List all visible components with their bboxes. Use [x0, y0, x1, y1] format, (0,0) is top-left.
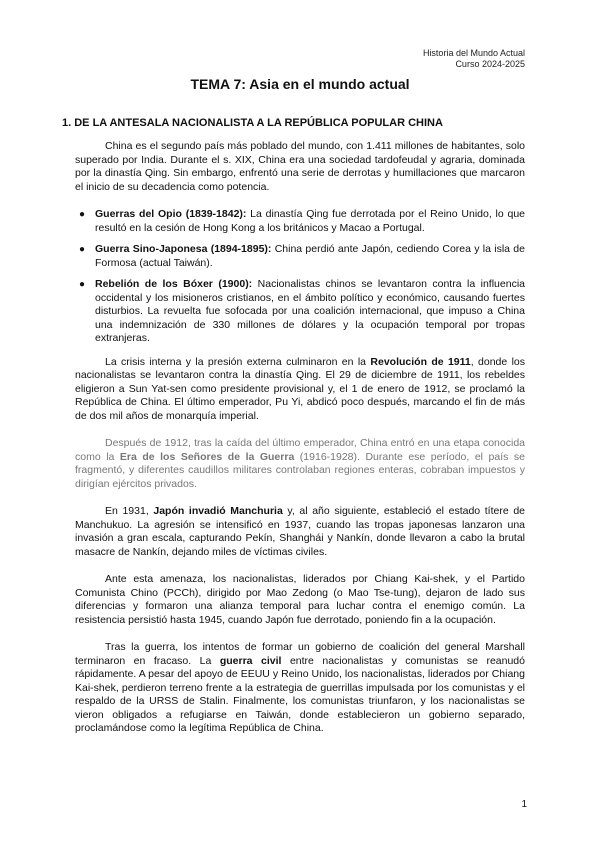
list-item-text: China perdió ante Japón, cediendo Corea y la isla de Formosa (actual Taiwán).: [95, 243, 525, 269]
bullet-dot-icon: ●: [79, 209, 86, 220]
page-header: [423, 48, 525, 70]
course-name: Historia del Mundo Actual: [422, 48, 525, 58]
list-item-title: Guerra Sino-Japonesa (1894-1895):: [95, 243, 272, 255]
list-item-title: Guerras del Opio (1839-1842):: [95, 208, 247, 220]
paragraph-intro: China es el segundo país más poblado del mundo, con 1.411 millones de habitantes, solo superado por India. Durante el s. XIX, China era una sociedad tardofeudal y agraria, dominada por la dinastía Qing. Sin embargo, enfrentó una serie de derrotas y humillaciones que marcaron el inicio de su decadencia como potencia.: [75, 140, 525, 193]
course-year: Curso 2024-2025: [455, 59, 525, 69]
paragraph-civil-war: Tras la guerra, los intentos de formar un gobierno de coalición del general Marshall terminaron en fracaso. La guerra civil entre nacionalistas y comunistas se reanudó rápidamente. A pesar del apoyo de EEUU y Reino Unido, los nacionalistas, liderados por Chiang Kai-shek, perdieron terreno frente a la estrategia de guerrillas impulsada por los comunistas y el respaldo de la URSS de Stalin. Finalmente, los comunistas triunfaron, y los nacionalistas se vieron obligados a refugiarse en Taiwán, donde establecieron un gobierno separado, proclamándose como la legítima República de China.: [75, 641, 525, 734]
section-heading: 1. DE LA ANTESALA NACIONALISTA A LA REPÚBLICA POPULAR CHINA: [62, 117, 443, 129]
list-item: [79, 278, 525, 346]
list-item-text: Nacionalistas chinos se levantaron contra la influencia occidental y los misioneros cristianos, en el ámbito político y económico, causando fuertes disturbios. La revuelta fue sofocada por una coalición internacional, que impuso a China una indemnización de 330 millones de dólares y la ocupación temporal por tropas extranjeras.: [95, 278, 525, 344]
bullet-dot-icon: ●: [79, 279, 86, 290]
list-item: [79, 243, 525, 270]
paragraph-alliance: Ante esta amenaza, los nacionalistas, liderados por Chiang Kai-shek, y el Partido Comunista Chino (PCCh), dirigido por Mao Zedong (o Mao Tse-tung), dejaron de lado sus diferencias y formaron una alianza temporal para luchar contra el enemigo común. La resistencia persistió hasta 1945, cuando Japón fue derrotado, poniendo fin a la ocupación.: [75, 573, 525, 626]
paragraph-manchuria: En 1931, Japón invadió Manchuria y, al año siguiente, estableció el estado títere de Manchukuo. La agresión se intensificó en 1937, cuando las tropas japonesas lanzaron una invasión a gran escala, capturando Pekín, Shanghái y Nankín, donde llevaron a cabo la brutal masacre de Nankín, dejando miles de víctimas civiles.: [75, 505, 525, 558]
paragraph-warlords: Después de 1912, tras la caída del último emperador, China entró en una etapa conocida como la Era de los Señores de la Guerra (1916-1928). Durante ese período, el país se fragmentó, y diferentes caudillos militares controlaban regiones enteras, cobraban impuestos y dirigían ejércitos privados.: [75, 437, 525, 490]
paragraph-revolution: La crisis interna y la presión externa culminaron en la Revolución de 1911, donde los nacionalistas se levantaron contra la dinastía Qing. El 29 de diciembre de 1911, los rebeldes eligieron a Sun Yat-sen como presidente provisional y, el 1 de enero de 1912, se proclamó la República de China. El último emperador, Pu Yi, abdicó poco después, marcando el fin de más de dos mil años de monarquía imperial.: [75, 355, 525, 422]
list-item-text: La dinastía Qing fue derrotada por el Reino Unido, lo que resultó en la cesión de Hong Kong a los británicos y Macao a Portugal.: [95, 208, 526, 234]
document-body: [75, 140, 525, 750]
list-item: [79, 208, 526, 235]
bullet-list: [75, 208, 525, 346]
document-title: TEMA 7: Asia en el mundo actual: [190, 76, 410, 92]
page-number: 1: [521, 799, 527, 810]
list-item-title: Rebelión de los Bóxer (1900):: [95, 278, 253, 290]
bullet-dot-icon: ●: [79, 244, 86, 255]
